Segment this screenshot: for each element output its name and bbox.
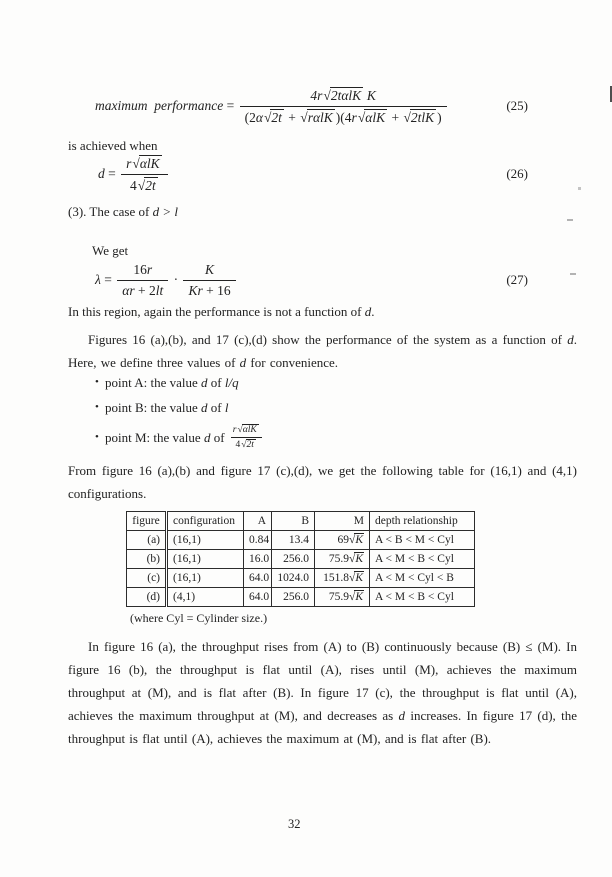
equation-26: [68, 154, 577, 194]
table-cell: 16.0: [244, 549, 272, 568]
table-cell: 0.84: [244, 530, 272, 549]
sqrt-radical: √K: [349, 534, 363, 547]
table-cell: 13.4: [272, 530, 315, 549]
para-closing: In figure 16 (a), the throughput rises from (A) to (B) continuously because (B) ≤ (M). In figure 16 (b), the throughput is flat until (A), rises until (M), achieves the maximum throughput at (M), and is flat after (B). In figure 17 (c), the throughput is flat until (A), achieves the maximum throughput at (M), and decreases as d increases. In figure 17 (d), the throughput is flat until (A), achieves the maximum at (M), and is flat after (B).: [68, 638, 577, 746]
para-from-figure: From figure 16 (a),(b) and figure 17 (c),(d), we get the following table for (16,1) and (4,1) configurations.: [68, 462, 577, 501]
table-header-m: M: [315, 511, 370, 530]
table-cell: A < M < B < Cyl: [370, 587, 475, 606]
table-cell: 64.0: [244, 568, 272, 587]
table-cell: 1024.0: [272, 568, 315, 587]
sqrt-radical: √αlK: [357, 109, 386, 125]
sqrt-radical: √rαlK: [300, 109, 333, 125]
table-cell: A < M < B < Cyl: [370, 549, 475, 568]
sqrt-radical: √2t: [263, 109, 282, 125]
para-figures-intro: Figures 16 (a),(b), and 17 (c),(d) show the performance of the system as a function of d. Here, we define three values of d for convenience.: [68, 332, 577, 371]
table-cell: 64.0: [244, 587, 272, 606]
equation-26-body: d = $\frac{\text{r√αlK}}{4√2t}$: [98, 154, 170, 194]
fraction: $\frac{K}{Kr + 16}$: [183, 261, 235, 299]
list-item-text: point B: the value d of l: [105, 400, 229, 416]
text-we-get: We get: [92, 243, 129, 259]
equation-25-label: (25): [506, 98, 528, 114]
table-cell: (b): [127, 549, 167, 568]
page-number: 32: [288, 817, 301, 831]
table-cell: A < B < M < Cyl: [370, 530, 475, 549]
list-item-text: point M: the value d of $\frac{\text{r√αlK}}{4√2t}$: [105, 424, 264, 451]
table-row: [127, 568, 475, 587]
table-row: [127, 530, 475, 549]
table-cell: (c): [127, 568, 167, 587]
table-caption: (where Cyl = Cylinder size.): [130, 610, 268, 625]
list-item-point-a: [95, 374, 577, 391]
text-case-3-heading: (3). The case of d > l: [68, 204, 178, 220]
table-header-b: B: [272, 511, 315, 530]
equation-25-body: maximum performance = $\frac{\text{4r√2tαlK K}}{\text{(2α√2t + √rαlK )(4r√αlK + √2tlK )}}$: [95, 86, 449, 126]
table-header-depth-relationship: depth relationship: [370, 511, 475, 530]
paper-page: [0, 86, 612, 877]
equation-27-body: λ = $\frac{16r}{\alpha r + 2lt}$ · $\frac{K}{Kr + 16}$: [95, 261, 238, 299]
table-cell: (d): [127, 587, 167, 606]
results-table: [126, 511, 475, 607]
results-table-body: [127, 530, 475, 606]
table-row: [127, 587, 475, 606]
equation-25: [68, 86, 577, 126]
table-cell: 69√K: [315, 530, 370, 549]
table-cell: 75.9√K: [315, 587, 370, 606]
table-cell: A < M < Cyl < B: [370, 568, 475, 587]
table-cell: 256.0: [272, 587, 315, 606]
bullet-icon: •: [95, 431, 99, 444]
table-cell: 151.8√K: [315, 568, 370, 587]
fraction: $\frac{\text{r√αlK}}{4√2t}$: [231, 424, 262, 451]
bullet-icon: •: [95, 376, 99, 389]
equation-27-label: (27): [506, 272, 528, 288]
fraction: $\frac{16r}{\alpha r + 2lt}$: [117, 261, 168, 299]
list-item-point-m: [95, 424, 577, 451]
scan-speck-artifact: [567, 219, 573, 221]
sqrt-radical: √αlK: [132, 156, 160, 172]
sqrt-radical: √2tlK: [403, 109, 435, 125]
list-item-point-b: [95, 399, 577, 416]
sqrt-radical: √K: [349, 572, 363, 585]
sqrt-radical: √2t: [241, 440, 254, 451]
sqrt-radical: √K: [349, 591, 363, 604]
sqrt-radical: √K: [349, 553, 363, 566]
table-cell: (a): [127, 530, 167, 549]
text-is-achieved-when: is achieved when: [68, 138, 158, 154]
equation-26-label: (26): [506, 166, 528, 182]
table-row: [127, 549, 475, 568]
table-cell: (16,1): [167, 568, 244, 587]
table-header-figure: figure: [127, 511, 167, 530]
equation-27: [68, 261, 577, 299]
table-header-row: [127, 511, 475, 530]
fraction: $\frac{\text{r√αlK}}{4√2t}$: [121, 154, 168, 194]
fraction: $\frac{\text{4r√2tαlK K}}{\text{(2α√2t + √rαlK )(4r√αlK + √2tlK )}}$: [240, 86, 447, 126]
bullet-icon: •: [95, 401, 99, 414]
scan-speck-artifact: [570, 273, 576, 275]
scan-speck-artifact: [578, 187, 581, 190]
table-cell: 256.0: [272, 549, 315, 568]
para-region: In this region, again the performance is not a function of d.: [68, 304, 375, 320]
results-table-wrap: [126, 511, 577, 607]
list-item-text: point A: the value d of l/q: [105, 375, 239, 391]
table-header-a: A: [244, 511, 272, 530]
bullet-list: [68, 374, 577, 451]
sqrt-radical: √αlK: [237, 425, 257, 436]
table-header-configuration: configuration: [167, 511, 244, 530]
table-cell: (16,1): [167, 549, 244, 568]
table-cell: (4,1): [167, 587, 244, 606]
sqrt-radical: √2tαlK: [323, 88, 362, 103]
sqrt-radical: √2t: [137, 177, 156, 193]
table-cell: 75.9√K: [315, 549, 370, 568]
table-cell: (16,1): [167, 530, 244, 549]
